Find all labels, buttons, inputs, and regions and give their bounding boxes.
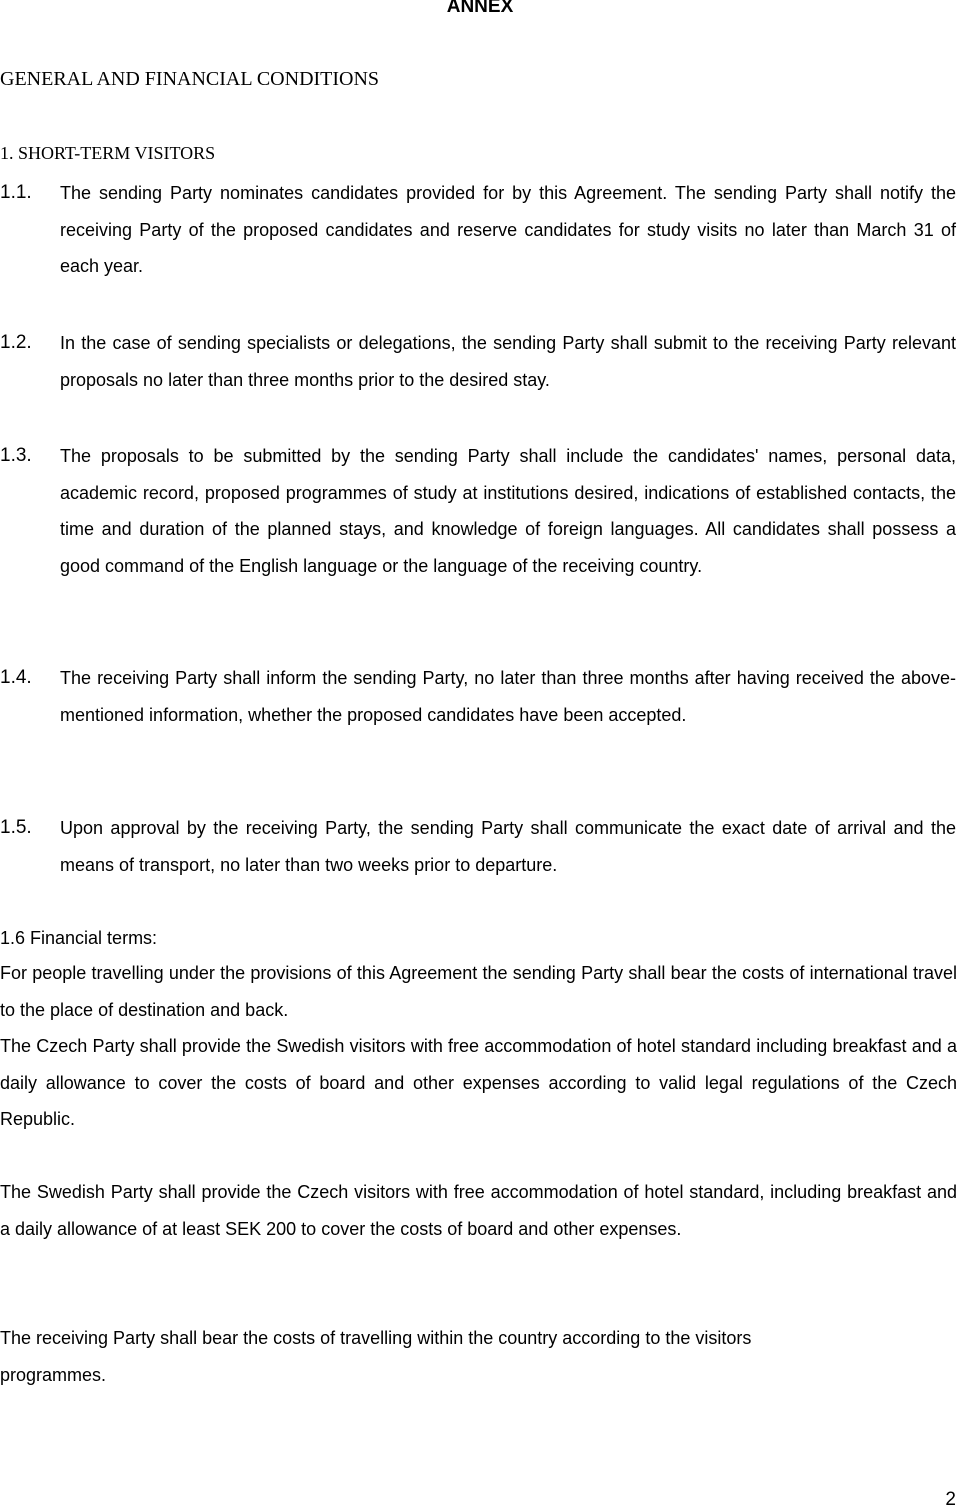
item-number: 1.4.	[0, 667, 32, 688]
item-text: In the case of sending specialists or delegations, the sending Party shall submit to the receiving Party relevant proposals no later than three months prior to the desired stay.	[60, 333, 956, 390]
item-text: The sending Party nominates candidates provided for by this Agreement. The sending Party shall notify the receiving Party of the proposed candidates and reserve candidates for study visits no later than March 31 of each year.	[60, 183, 956, 277]
document-title: ANNEX	[446, 0, 514, 17]
item-text: The proposals to be submitted by the sending Party shall include the candidates' names, personal data, academic record, proposed programmes of study at institutions desired, indications of established contacts, the time and duration of the planned stays, and knowledge of foreign languages. All candidates shall possess a good command of the English language or the language of the receiving country.	[60, 446, 956, 576]
financial-paragraph: The Swedish Party shall provide the Czech visitors with free accommodation of hotel standard, including breakfast and a daily allowance of at least SEK 200 to cover the costs of board and other expenses.	[0, 1182, 957, 1239]
financial-terms-heading: 1.6 Financial terms:	[0, 928, 158, 948]
subsection-heading: 1. SHORT-TERM VISITORS	[0, 143, 216, 163]
item-number: 1.5.	[0, 817, 32, 838]
item-text: Upon approval by the receiving Party, the sending Party shall communicate the exact date of arrival and the means of transport, no later than two weeks prior to departure.	[60, 818, 956, 875]
financial-paragraph: The Czech Party shall provide the Swedish visitors with free accommodation of hotel standard including breakfast and a daily allowance to cover the costs of board and other expenses according to valid legal regulations of the Czech Republic.	[0, 1036, 957, 1130]
item-number: 1.3.	[0, 445, 32, 466]
page-number: 2	[945, 1489, 956, 1510]
item-text: The receiving Party shall inform the sending Party, no later than three months after having received the above-mentioned information, whether the proposed candidates have been accepted.	[60, 668, 956, 725]
section-heading: GENERAL AND FINANCIAL CONDITIONS	[0, 68, 380, 90]
financial-paragraph: For people travelling under the provisions of this Agreement the sending Party shall bear the costs of international travel to the place of destination and back.	[0, 963, 957, 1020]
item-number: 1.1.	[0, 182, 32, 203]
item-number: 1.2.	[0, 332, 32, 353]
financial-paragraph: The receiving Party shall bear the costs of travelling within the country according to the visitors programmes.	[0, 1328, 752, 1385]
